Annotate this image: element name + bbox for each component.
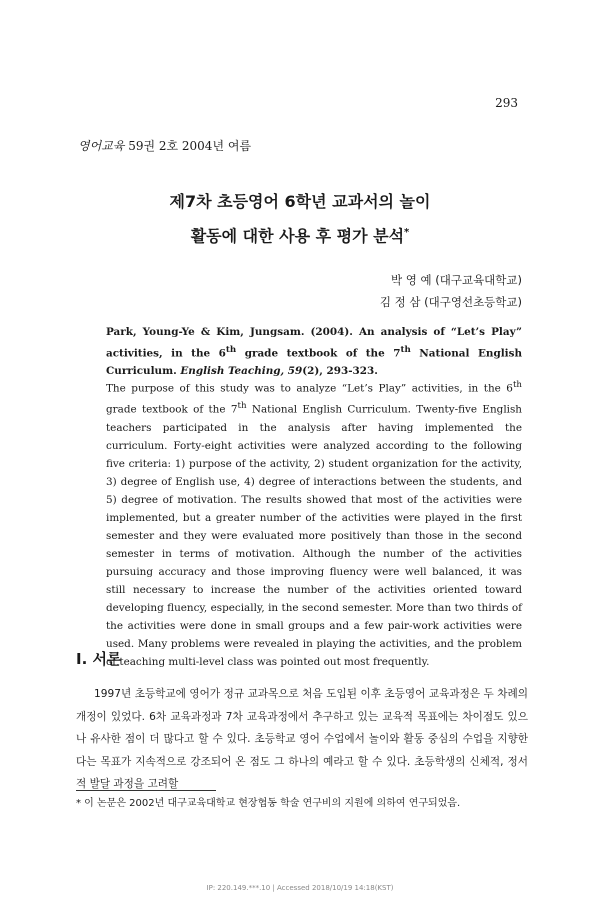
author-list	[380, 269, 522, 313]
journal-issue: 59권 2호 2004년 여름	[124, 139, 252, 153]
abstract-part-2: grade textbook of the 7	[106, 403, 238, 416]
section-heading: I. 서론	[76, 650, 122, 668]
title-footnote-mark: *	[404, 227, 410, 238]
footnote-divider	[76, 790, 216, 791]
access-watermark: IP: 220.149.***.10 | Accessed 2018/10/19 14:18(KST)	[206, 884, 394, 892]
page-number: 293	[495, 96, 518, 110]
title-line-2-text: 활동에 대한 사용 후 평가 분석	[190, 226, 405, 246]
abstract	[106, 376, 522, 671]
journal-name: 영어교육	[78, 139, 125, 153]
abstract-sup-2: th	[237, 401, 247, 412]
journal-info	[78, 137, 251, 154]
citation-mid: grade textbook of the 7	[236, 347, 401, 360]
body-paragraph: 1997년 초등학교에 영어가 정규 교과목으로 처음 도입된 이후 초등영어 교육과정은 두 차례의 개정이 있었다. 6차 교육과정과 7차 교육과정에서 추구하고 있는 교육적 목표에는 차이점도 있으나 유사한 점이 더 많다고 할 수 있다. 초등학교 영어 수업에서 놀이와 활동 중심의 수업을 지향한다는 목표가 지속적으로 강조되어 온 점도 그 하나의 예라고 할 수 있다. 초등학생의 신체적, 정서적 발달 과정을 고려할	[76, 688, 528, 791]
citation-authors: Park, Young-Ye & Kim, Jungsam. (2004). An analysis of “Let’s Play” activities, in the 6	[106, 326, 522, 360]
citation-tail: National English Curriculum.	[106, 347, 523, 378]
footnote: * 이 논문은 2002년 대구교육대학교 현장협동 학술 연구비의 지원에 의하여 연구되었음.	[76, 798, 461, 809]
author-1: 박 영 예 (대구교육대학교)	[390, 273, 522, 287]
citation-pages: (2), 293-323.	[302, 365, 378, 378]
abstract-part-1: The purpose of this study was to analyze “Let’s Play” activities, in the 6	[106, 382, 513, 395]
title-line-1: 제7차 초등영어 6학년 교과서의 놀이	[169, 192, 431, 211]
citation-journal: English Teaching, 59	[180, 365, 303, 378]
paper-title	[0, 186, 600, 251]
citation-sup-1: th	[225, 345, 237, 355]
title-line-2	[0, 217, 600, 251]
citation	[106, 323, 522, 380]
abstract-part-3: National English Curriculum. Twenty-five English teachers participated in the analysis after having implemented the curriculum. Forty-eight activities were analyzed according to the following five criteria: 1) purpose of the activity, 2) student organization for the activity, 3) degree of English use, 4) degree of interactions between the students, and 5) degree of motivation. The results showed that most of the activities were implemented, but a greater number of the activities were played in the first semester and they were evaluated more positively than those in the second semester in terms of motivation. Although the number of the activities pursuing accuracy and those improving fluency were well balanced, it was still necessary to increase the number of the activities oriented toward developing fluency, especially, in the second semester. More than two thirds of the activities were done in small groups and a few pair-work activities were used. Many problems were revealed in playing the activities, and the problem of teaching multi-level class was pointed out most frequently.	[106, 403, 522, 668]
citation-sup-2: th	[400, 345, 411, 355]
abstract-sup-1: th	[512, 380, 522, 390]
author-2: 김 정 삼 (대구영선초등학교)	[379, 295, 522, 309]
